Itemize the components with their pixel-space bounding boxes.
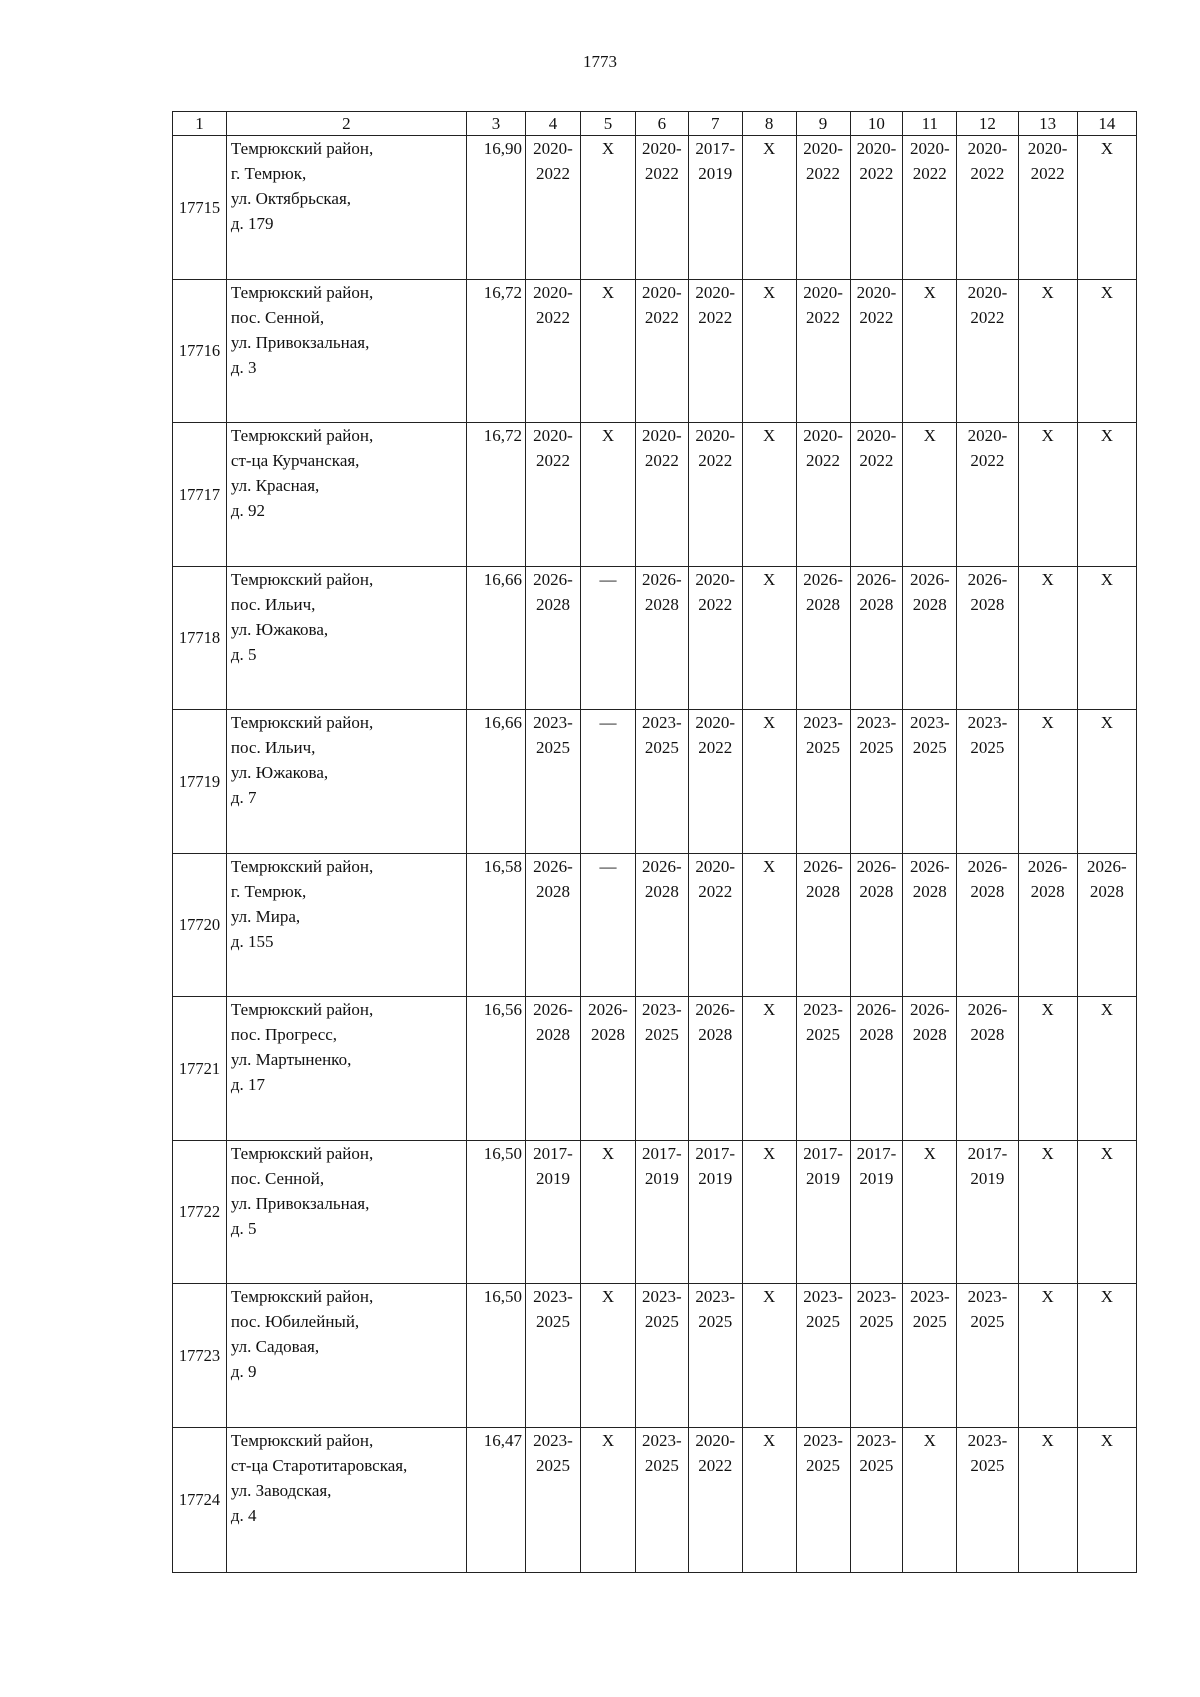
- period-cell-col-8: Х: [742, 279, 796, 423]
- period-cell-col-12: 2023- 2025: [957, 1284, 1018, 1428]
- period-cell-col-11: Х: [903, 1140, 957, 1284]
- score-value: 16,72: [466, 279, 525, 423]
- record-number: 17719: [173, 710, 227, 854]
- period-cell-col-9: 2020- 2022: [796, 136, 850, 280]
- period-cell-col-10: 2023- 2025: [850, 1427, 903, 1572]
- period-cell-col-6: 2026- 2028: [635, 566, 688, 710]
- column-header-5: 5: [580, 112, 635, 136]
- column-header-1: 1: [173, 112, 227, 136]
- period-cell-col-5: Х: [580, 1140, 635, 1284]
- period-cell-col-11: Х: [903, 1427, 957, 1572]
- period-cell-col-6: 2023- 2025: [635, 1284, 688, 1428]
- period-cell-col-7: 2020- 2022: [688, 1427, 742, 1572]
- period-cell-col-13: Х: [1018, 1140, 1077, 1284]
- period-cell-col-10: 2023- 2025: [850, 1284, 903, 1428]
- score-value: 16,50: [466, 1140, 525, 1284]
- record-number: 17721: [173, 997, 227, 1141]
- period-cell-col-9: 2020- 2022: [796, 279, 850, 423]
- period-cell-col-12: 2017- 2019: [957, 1140, 1018, 1284]
- period-cell-col-9: 2026- 2028: [796, 853, 850, 997]
- period-cell-col-14: Х: [1077, 710, 1136, 854]
- score-value: 16,58: [466, 853, 525, 997]
- column-header-11: 11: [903, 112, 957, 136]
- period-cell-col-6: 2020- 2022: [635, 423, 688, 567]
- period-cell-col-7: 2026- 2028: [688, 997, 742, 1141]
- period-cell-col-9: 2023- 2025: [796, 997, 850, 1141]
- period-cell-col-12: 2023- 2025: [957, 1427, 1018, 1572]
- period-cell-col-4: 2017- 2019: [526, 1140, 581, 1284]
- column-header-2: 2: [226, 112, 466, 136]
- period-cell-col-11: 2023- 2025: [903, 710, 957, 854]
- period-cell-col-8: Х: [742, 1284, 796, 1428]
- period-cell-col-11: 2023- 2025: [903, 1284, 957, 1428]
- table-row: [173, 279, 1137, 423]
- period-cell-col-14: Х: [1077, 1284, 1136, 1428]
- period-cell-col-9: 2020- 2022: [796, 423, 850, 567]
- building-address: Темрюкский район, г. Темрюк, ул. Мира, д. 155: [226, 853, 466, 997]
- period-cell-col-4: 2020- 2022: [526, 423, 581, 567]
- table-row: [173, 710, 1137, 854]
- period-cell-col-13: 2020- 2022: [1018, 136, 1077, 280]
- period-cell-col-4: 2026- 2028: [526, 566, 581, 710]
- period-cell-col-4: 2026- 2028: [526, 997, 581, 1141]
- period-cell-col-13: Х: [1018, 997, 1077, 1141]
- period-cell-col-6: 2023- 2025: [635, 710, 688, 854]
- period-cell-col-12: 2020- 2022: [957, 423, 1018, 567]
- period-cell-col-6: 2017- 2019: [635, 1140, 688, 1284]
- period-cell-col-13: 2026- 2028: [1018, 853, 1077, 997]
- period-cell-col-9: 2023- 2025: [796, 1284, 850, 1428]
- period-cell-col-5: Х: [580, 279, 635, 423]
- period-cell-col-11: Х: [903, 279, 957, 423]
- period-cell-col-11: 2026- 2028: [903, 566, 957, 710]
- record-number: 17724: [173, 1427, 227, 1572]
- building-address: Темрюкский район, пос. Ильич, ул. Южакова, д. 5: [226, 566, 466, 710]
- column-header-12: 12: [957, 112, 1018, 136]
- period-cell-col-11: 2020- 2022: [903, 136, 957, 280]
- period-cell-col-14: Х: [1077, 997, 1136, 1141]
- table-row: [173, 1427, 1137, 1572]
- period-cell-col-5: —: [580, 853, 635, 997]
- record-number: 17716: [173, 279, 227, 423]
- period-cell-col-12: 2023- 2025: [957, 710, 1018, 854]
- period-cell-col-4: 2023- 2025: [526, 1427, 581, 1572]
- table-row: [173, 566, 1137, 710]
- period-cell-col-4: 2023- 2025: [526, 710, 581, 854]
- score-value: 16,47: [466, 1427, 525, 1572]
- period-cell-col-7: 2020- 2022: [688, 710, 742, 854]
- page-number: 1773: [583, 52, 617, 71]
- period-cell-col-9: 2026- 2028: [796, 566, 850, 710]
- table-body: [173, 136, 1137, 1573]
- score-value: 16,56: [466, 997, 525, 1141]
- period-cell-col-5: Х: [580, 1427, 635, 1572]
- housing-registry-table: [172, 111, 1137, 1573]
- period-cell-col-8: Х: [742, 1140, 796, 1284]
- period-cell-col-5: —: [580, 710, 635, 854]
- period-cell-col-4: 2023- 2025: [526, 1284, 581, 1428]
- period-cell-col-7: 2020- 2022: [688, 423, 742, 567]
- building-address: Темрюкский район, пос. Сенной, ул. Привокзальная, д. 3: [226, 279, 466, 423]
- column-number-header-row: [173, 112, 1137, 136]
- period-cell-col-7: 2020- 2022: [688, 279, 742, 423]
- period-cell-col-5: —: [580, 566, 635, 710]
- period-cell-col-5: Х: [580, 423, 635, 567]
- period-cell-col-12: 2026- 2028: [957, 997, 1018, 1141]
- period-cell-col-8: Х: [742, 853, 796, 997]
- table-row: [173, 853, 1137, 997]
- score-value: 16,66: [466, 710, 525, 854]
- period-cell-col-10: 2026- 2028: [850, 566, 903, 710]
- table-row: [173, 1284, 1137, 1428]
- period-cell-col-8: Х: [742, 423, 796, 567]
- period-cell-col-4: 2020- 2022: [526, 136, 581, 280]
- period-cell-col-14: Х: [1077, 1140, 1136, 1284]
- building-address: Темрюкский район, пос. Прогресс, ул. Мартыненко, д. 17: [226, 997, 466, 1141]
- period-cell-col-9: 2017- 2019: [796, 1140, 850, 1284]
- period-cell-col-9: 2023- 2025: [796, 710, 850, 854]
- period-cell-col-11: Х: [903, 423, 957, 567]
- column-header-9: 9: [796, 112, 850, 136]
- period-cell-col-13: Х: [1018, 423, 1077, 567]
- period-cell-col-13: Х: [1018, 710, 1077, 854]
- column-header-14: 14: [1077, 112, 1136, 136]
- score-value: 16,72: [466, 423, 525, 567]
- column-header-3: 3: [466, 112, 525, 136]
- period-cell-col-7: 2020- 2022: [688, 566, 742, 710]
- table-row: [173, 1140, 1137, 1284]
- period-cell-col-8: Х: [742, 997, 796, 1141]
- period-cell-col-6: 2023- 2025: [635, 997, 688, 1141]
- building-address: Темрюкский район, г. Темрюк, ул. Октябрьская, д. 179: [226, 136, 466, 280]
- period-cell-col-5: Х: [580, 1284, 635, 1428]
- period-cell-col-10: 2020- 2022: [850, 279, 903, 423]
- period-cell-col-13: Х: [1018, 1284, 1077, 1428]
- period-cell-col-10: 2026- 2028: [850, 997, 903, 1141]
- period-cell-col-14: Х: [1077, 279, 1136, 423]
- period-cell-col-11: 2026- 2028: [903, 997, 957, 1141]
- building-address: Темрюкский район, ст-ца Старотитаровская, ул. Заводская, д. 4: [226, 1427, 466, 1572]
- period-cell-col-12: 2026- 2028: [957, 853, 1018, 997]
- column-header-8: 8: [742, 112, 796, 136]
- period-cell-col-14: Х: [1077, 136, 1136, 280]
- period-cell-col-7: 2017- 2019: [688, 136, 742, 280]
- score-value: 16,50: [466, 1284, 525, 1428]
- column-header-4: 4: [526, 112, 581, 136]
- period-cell-col-12: 2026- 2028: [957, 566, 1018, 710]
- record-number: 17718: [173, 566, 227, 710]
- period-cell-col-14: Х: [1077, 1427, 1136, 1572]
- period-cell-col-10: 2026- 2028: [850, 853, 903, 997]
- period-cell-col-9: 2023- 2025: [796, 1427, 850, 1572]
- period-cell-col-14: Х: [1077, 423, 1136, 567]
- period-cell-col-5: 2026- 2028: [580, 997, 635, 1141]
- period-cell-col-8: Х: [742, 710, 796, 854]
- period-cell-col-7: 2017- 2019: [688, 1140, 742, 1284]
- period-cell-col-10: 2020- 2022: [850, 423, 903, 567]
- table-row: [173, 423, 1137, 567]
- period-cell-col-7: 2023- 2025: [688, 1284, 742, 1428]
- period-cell-col-6: 2023- 2025: [635, 1427, 688, 1572]
- period-cell-col-8: Х: [742, 566, 796, 710]
- building-address: Темрюкский район, пос. Юбилейный, ул. Садовая, д. 9: [226, 1284, 466, 1428]
- building-address: Темрюкский район, ст-ца Курчанская, ул. Красная, д. 92: [226, 423, 466, 567]
- period-cell-col-13: Х: [1018, 279, 1077, 423]
- record-number: 17715: [173, 136, 227, 280]
- building-address: Темрюкский район, пос. Ильич, ул. Южакова, д. 7: [226, 710, 466, 854]
- period-cell-col-6: 2026- 2028: [635, 853, 688, 997]
- period-cell-col-13: Х: [1018, 1427, 1077, 1572]
- record-number: 17722: [173, 1140, 227, 1284]
- table-row: [173, 997, 1137, 1141]
- period-cell-col-7: 2020- 2022: [688, 853, 742, 997]
- record-number: 17717: [173, 423, 227, 567]
- period-cell-col-12: 2020- 2022: [957, 279, 1018, 423]
- period-cell-col-13: Х: [1018, 566, 1077, 710]
- record-number: 17720: [173, 853, 227, 997]
- period-cell-col-4: 2026- 2028: [526, 853, 581, 997]
- score-value: 16,90: [466, 136, 525, 280]
- period-cell-col-8: Х: [742, 1427, 796, 1572]
- column-header-13: 13: [1018, 112, 1077, 136]
- table-row: [173, 136, 1137, 280]
- period-cell-col-10: 2017- 2019: [850, 1140, 903, 1284]
- column-header-10: 10: [850, 112, 903, 136]
- period-cell-col-6: 2020- 2022: [635, 136, 688, 280]
- period-cell-col-10: 2020- 2022: [850, 136, 903, 280]
- period-cell-col-8: Х: [742, 136, 796, 280]
- score-value: 16,66: [466, 566, 525, 710]
- record-number: 17723: [173, 1284, 227, 1428]
- building-address: Темрюкский район, пос. Сенной, ул. Привокзальная, д. 5: [226, 1140, 466, 1284]
- period-cell-col-5: Х: [580, 136, 635, 280]
- period-cell-col-4: 2020- 2022: [526, 279, 581, 423]
- period-cell-col-11: 2026- 2028: [903, 853, 957, 997]
- column-header-7: 7: [688, 112, 742, 136]
- period-cell-col-12: 2020- 2022: [957, 136, 1018, 280]
- column-header-6: 6: [635, 112, 688, 136]
- period-cell-col-6: 2020- 2022: [635, 279, 688, 423]
- period-cell-col-14: Х: [1077, 566, 1136, 710]
- period-cell-col-10: 2023- 2025: [850, 710, 903, 854]
- period-cell-col-14: 2026- 2028: [1077, 853, 1136, 997]
